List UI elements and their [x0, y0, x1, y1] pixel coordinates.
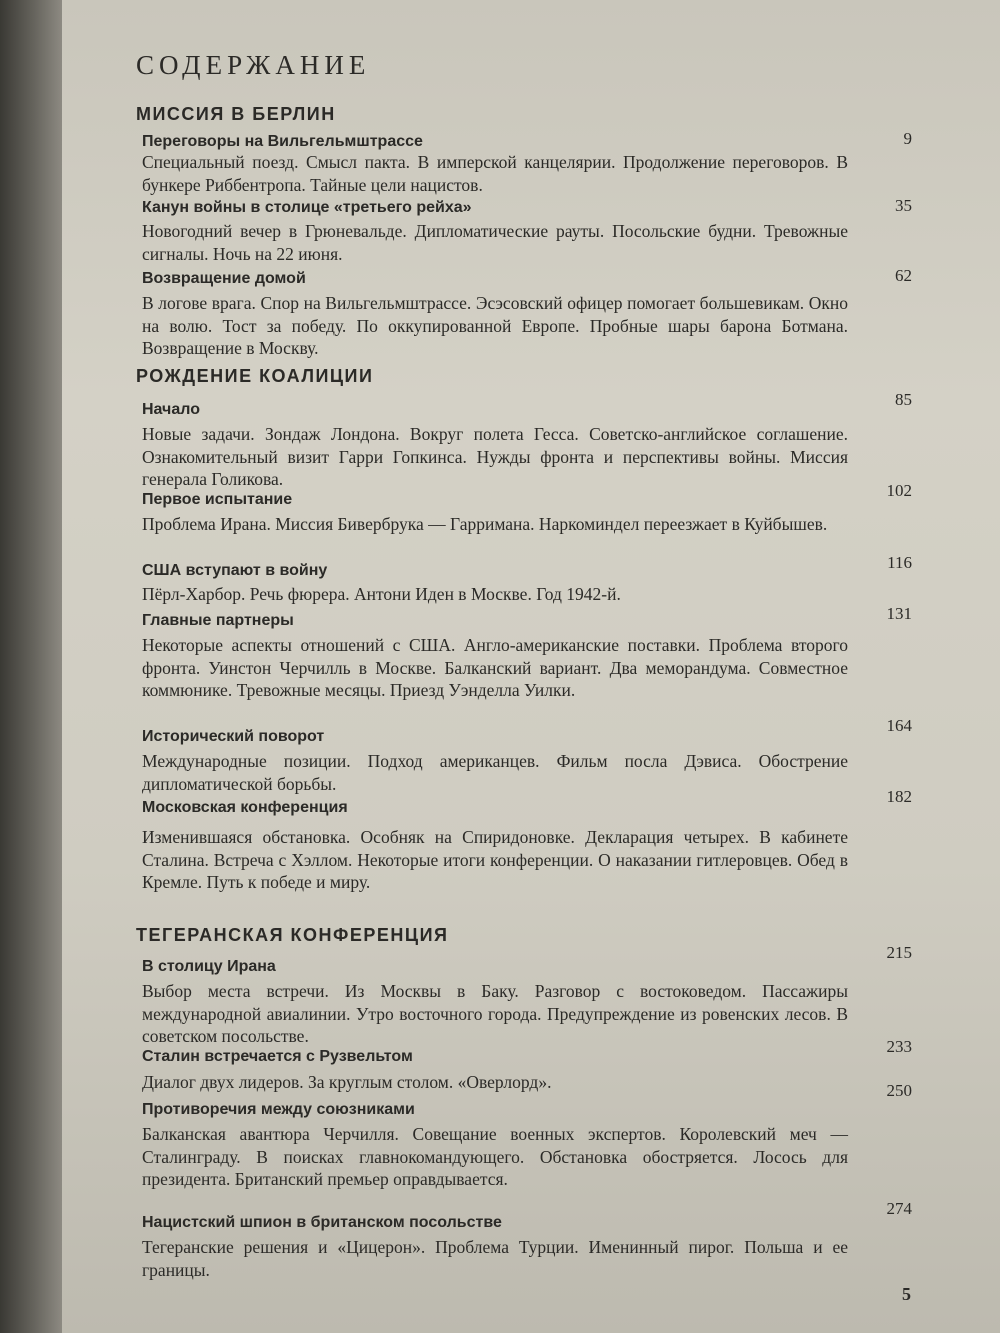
chapter-description: В логове врага. Спор на Вильгельмштрассе. Эсэсовский офицер помогает большевикам. Окно на волю. Тост за победу. По оккупированной Европе. Пробные шары барона Ботмана. Возвращение в Москву. [142, 293, 848, 358]
chapter-description: Балканская авантюра Черчилля. Совещание военных экспертов. Королевский меч — Сталинграду. В поисках главнокомандующего. Обстановка обостряется. Лосось для президента. Британский премьер оправдывается. [142, 1124, 848, 1189]
chapter-title: Московская конференция [142, 799, 348, 816]
part-title: ТЕГЕРАНСКАЯ КОНФЕРЕНЦИЯ [136, 925, 449, 945]
page-number: 9 [903, 129, 912, 148]
page-number: 274 [886, 1199, 912, 1218]
chapter-title: Возвращение домой [142, 270, 306, 287]
chapter-title: Переговоры на Вильгельмштрассе [142, 133, 423, 150]
chapter-description: Тегеранские решения и «Цицерон». Проблема Турции. Именинный пирог. Польша и ее границы. [142, 1237, 848, 1280]
chapter-description: Специальный поезд. Смысл пакта. В имперской канцелярии. Продолжение переговоров. В бункере Риббентропа. Тайные цели нацистов. [142, 152, 848, 195]
chapter-description: Выбор места встречи. Из Москвы в Баку. Разговор с востоковедом. Пассажиры международной авиалинии. Утро восточного города. Предупреждение из ровенских лесов. В советском посольстве. [142, 981, 848, 1046]
chapter-description: Диалог двух лидеров. За круглым столом. «Оверлорд». [142, 1072, 552, 1092]
page-number: 182 [886, 787, 912, 806]
chapter-description: Новые задачи. Зондаж Лондона. Вокруг полета Гесса. Советско-английское соглашение. Ознакомительный визит Гарри Гопкинса. Нужды фронта и перспективы войны. Миссия генерала Голикова. [142, 424, 848, 489]
chapter-description: Изменившаяся обстановка. Особняк на Спиридоновке. Декларация четырех. В кабинете Сталина. Встреча с Хэллом. Некоторые итоги конференции. О наказании гитлеровцев. Обед в Кремле. Путь к победе и миру. [142, 827, 848, 892]
book-binding-shadow [0, 0, 62, 1333]
folio-page-number: 5 [902, 1284, 911, 1304]
chapter-title: Исторический поворот [142, 728, 325, 745]
chapter-description: Международные позиции. Подход американцев. Фильм посла Дэвиса. Обострение дипломатической борьбы. [142, 751, 848, 794]
page-number: 215 [886, 943, 912, 962]
part-title: РОЖДЕНИЕ КОАЛИЦИИ [136, 366, 374, 386]
chapter-description: Пёрл-Харбор. Речь фюрера. Антони Иден в Москве. Год 1942-й. [142, 584, 621, 604]
chapter-title: США вступают в войну [142, 562, 328, 579]
chapter-title: Противоречия между союзниками [142, 1101, 415, 1118]
page-number: 35 [895, 196, 912, 215]
chapter-title: Первое испытание [142, 491, 293, 508]
chapter-description: Новогодний вечер в Грюневальде. Дипломатические рауты. Посольские будни. Тревожные сигналы. Ночь на 22 июня. [142, 221, 848, 264]
page-number: 233 [886, 1037, 912, 1056]
chapter-title: Главные партнеры [142, 612, 294, 629]
page-number: 250 [886, 1081, 912, 1100]
page-number: 131 [886, 604, 912, 623]
page-number: 102 [886, 481, 912, 500]
page-number: 164 [886, 716, 912, 735]
toc-heading: СОДЕРЖАНИЕ [136, 50, 371, 80]
chapter-description: Некоторые аспекты отношений с США. Англо-американские поставки. Проблема второго фронта. Уинстон Черчилль в Москве. Балканский вариант. Два меморандума. Совместное коммюнике. Тревожные месяцы. Приезд Уэнделла Уилки. [142, 635, 848, 700]
part-title: МИССИЯ В БЕРЛИН [136, 104, 336, 124]
page-number: 85 [895, 390, 912, 409]
chapter-title: Сталин встречается с Рузвельтом [142, 1048, 413, 1065]
page-number: 62 [895, 266, 912, 285]
page-number: 116 [887, 553, 912, 572]
chapter-title: Нацистский шпион в британском посольстве [142, 1214, 502, 1231]
chapter-description: Проблема Ирана. Миссия Бивербрука — Гарримана. Наркоминдел переезжает в Куйбышев. [142, 514, 828, 534]
chapter-title: Начало [142, 401, 200, 418]
chapter-title: Канун войны в столице «третьего рейха» [142, 199, 472, 216]
chapter-title: В столицу Ирана [142, 958, 276, 975]
